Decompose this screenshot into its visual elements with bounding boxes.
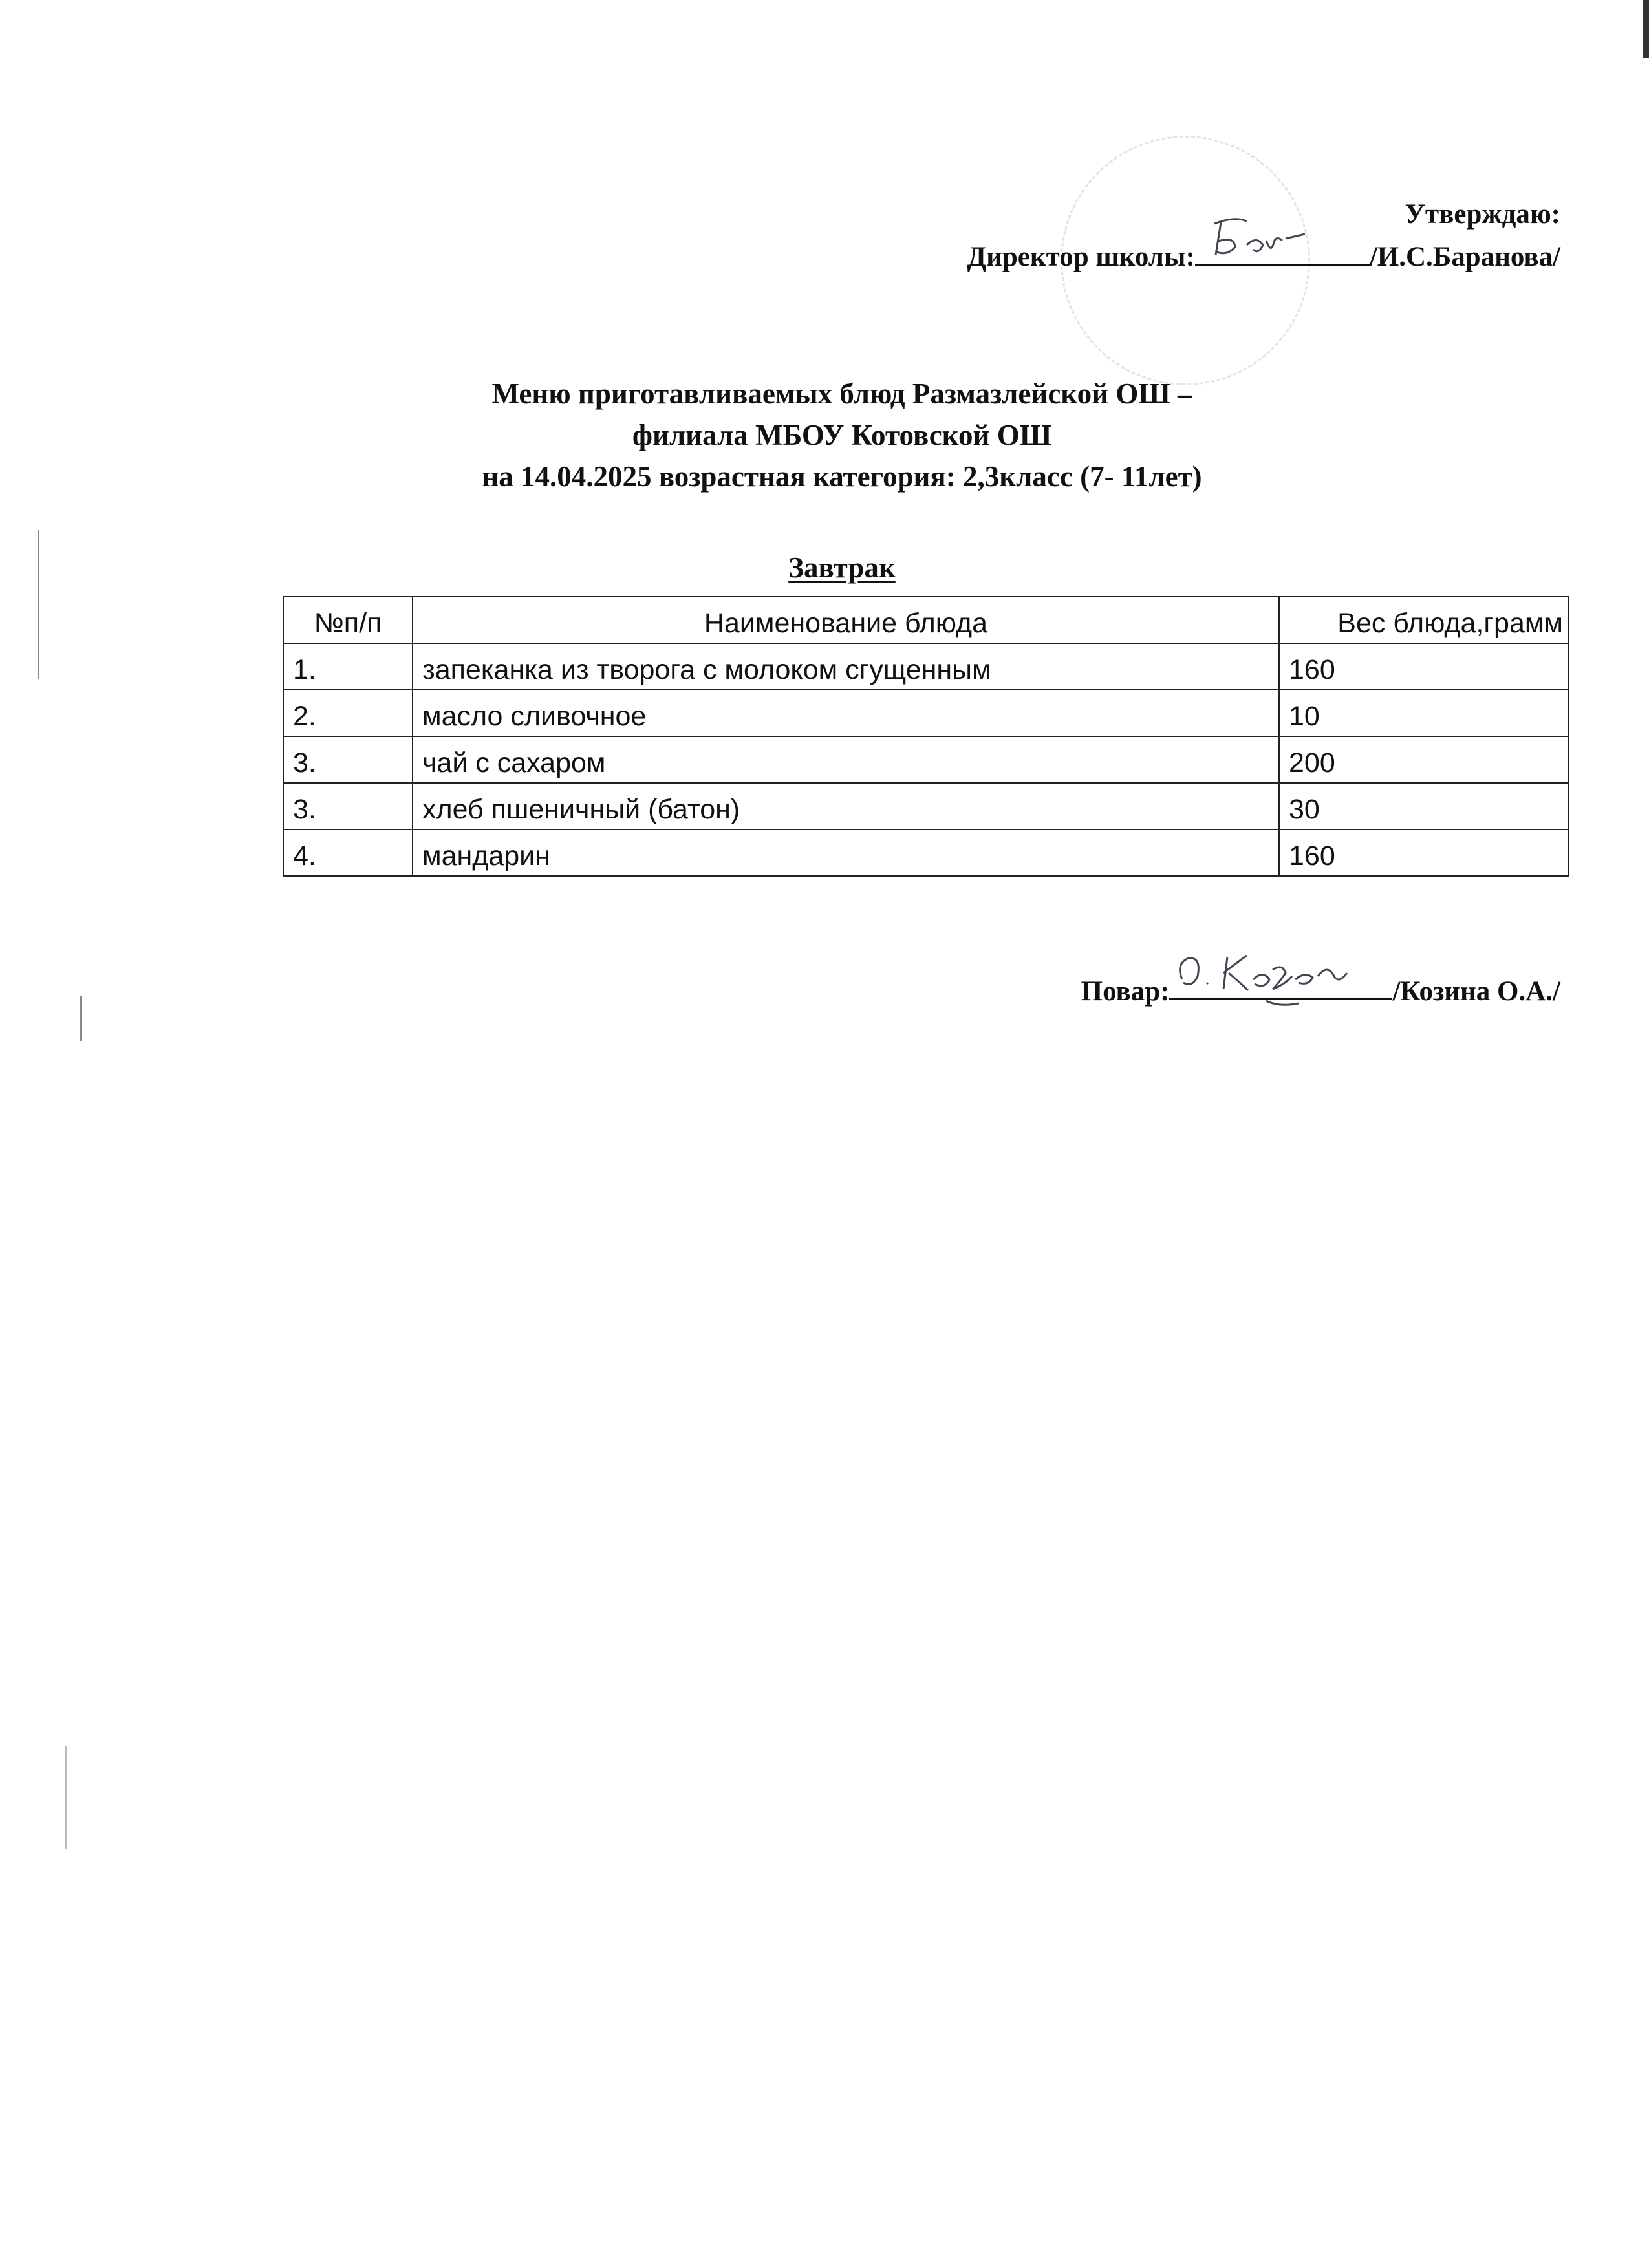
cook-label: Повар: <box>1081 976 1170 1007</box>
director-signature <box>1195 209 1370 268</box>
director-signature-line <box>1195 235 1370 266</box>
table-row <box>283 643 1569 690</box>
row-number: 2. <box>283 690 413 736</box>
scan-mark <box>38 530 39 679</box>
row-dish-name: хлеб пшеничный (батон) <box>413 783 1279 829</box>
page-title <box>283 373 1401 497</box>
row-dish-name: масло сливочное <box>413 690 1279 736</box>
title-line-2: филиала МБОУ Котовской ОШ <box>632 419 1052 451</box>
row-dish-name: мандарин <box>413 829 1279 876</box>
scan-mark <box>65 1746 67 1849</box>
row-weight: 160 <box>1279 829 1569 876</box>
director-name: /И.С.Баранова/ <box>1369 242 1560 272</box>
row-number: 3. <box>283 736 413 783</box>
approval-block <box>720 194 1560 278</box>
cook-name: /Козина О.А./ <box>1392 976 1560 1007</box>
approval-heading: Утверждаю: <box>1405 199 1560 230</box>
director-label: Директор школы: <box>967 242 1195 272</box>
row-dish-name: запеканка из творога с молоком сгущенным <box>413 643 1279 690</box>
meal-heading <box>283 551 1401 584</box>
row-weight: 200 <box>1279 736 1569 783</box>
director-line <box>720 235 1560 278</box>
table-row <box>283 690 1569 736</box>
table-row <box>283 829 1569 876</box>
row-number: 3. <box>283 783 413 829</box>
row-weight: 10 <box>1279 690 1569 736</box>
table-row <box>283 783 1569 829</box>
title-line-1: Меню приготавливаемых блюд Размазлейской ОШ – <box>491 378 1192 410</box>
meal-name: Завтрак <box>788 551 896 584</box>
cook-signature <box>1169 944 1392 1009</box>
row-weight: 30 <box>1279 783 1569 829</box>
scan-mark <box>80 996 82 1041</box>
header-dish-name: Наименование блюда <box>413 597 1279 643</box>
row-dish-name: чай с сахаром <box>413 736 1279 783</box>
row-number: 4. <box>283 829 413 876</box>
menu-table <box>283 596 1569 877</box>
cook-block <box>720 970 1560 1012</box>
table-header-row <box>283 597 1569 643</box>
row-number: 1. <box>283 643 413 690</box>
header-number: №п/п <box>283 597 413 643</box>
title-line-3: на 14.04.2025 возрастная категория: 2,3класс (7- 11лет) <box>482 460 1202 493</box>
header-weight: Вес блюда,грамм <box>1279 597 1569 643</box>
cook-signature-line <box>1169 970 1392 1000</box>
table-row <box>283 736 1569 783</box>
scan-edge-mark <box>1643 0 1649 58</box>
row-weight: 160 <box>1279 643 1569 690</box>
